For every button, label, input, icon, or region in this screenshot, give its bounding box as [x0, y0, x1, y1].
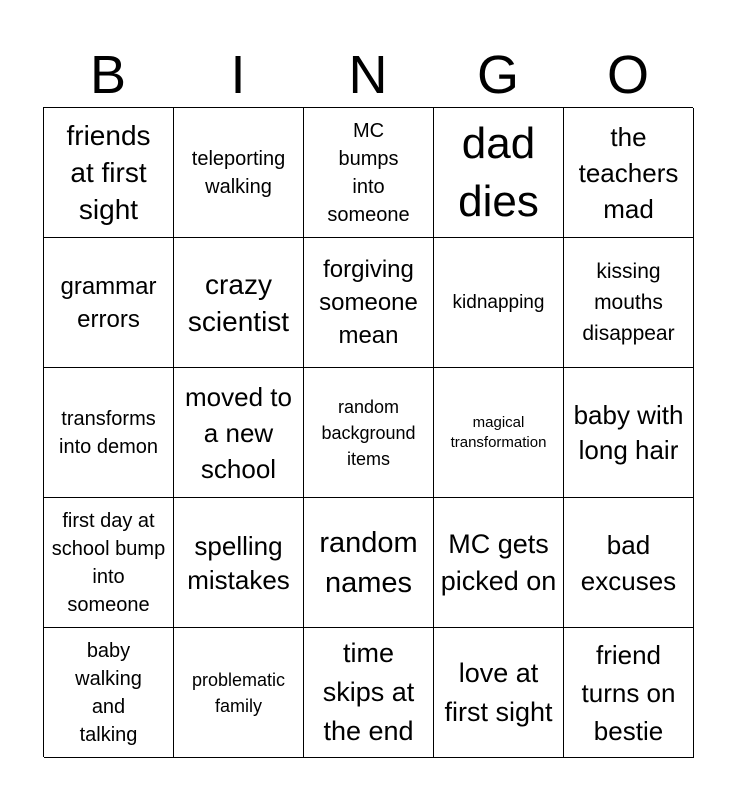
bingo-cell[interactable]: [564, 498, 694, 628]
header-letter-b: B: [89, 45, 127, 105]
cell-text: baby walking and talking: [75, 639, 142, 746]
cell-text: love at first sight: [444, 657, 553, 727]
cell-text: magical transformation: [450, 413, 547, 451]
bingo-cell[interactable]: [44, 498, 174, 628]
bingo-cell[interactable]: [174, 368, 304, 498]
cell-text: transforms into demon: [59, 407, 158, 458]
bingo-cell[interactable]: [174, 238, 304, 368]
bingo-cell[interactable]: [174, 628, 304, 758]
cell-text: kissing mouths disappear: [582, 260, 675, 345]
bingo-cell[interactable]: [434, 368, 564, 498]
bingo-cell[interactable]: [564, 368, 694, 498]
cell-text: dad dies: [458, 118, 539, 226]
bingo-cell[interactable]: [304, 108, 434, 238]
bingo-cell[interactable]: [434, 238, 564, 368]
cell-text: the teachers mad: [578, 121, 679, 224]
bingo-cell[interactable]: [564, 238, 694, 368]
bingo-cell[interactable]: [304, 238, 434, 368]
bingo-cell[interactable]: [564, 628, 694, 758]
cell-text: MC bumps into someone: [327, 119, 410, 226]
bingo-cell[interactable]: [434, 108, 564, 238]
cell-text: kidnapping: [452, 292, 545, 313]
bingo-cell[interactable]: [434, 498, 564, 628]
cell-text: baby with long hair: [573, 399, 684, 465]
cell-text: crazy scientist: [187, 268, 290, 337]
bingo-cell[interactable]: [174, 498, 304, 628]
bingo-cell[interactable]: [44, 108, 174, 238]
cell-text: teleporting walking: [191, 147, 286, 198]
cell-text: moved to a new school: [185, 381, 292, 484]
bingo-cell[interactable]: [434, 628, 564, 758]
bingo-cell[interactable]: [304, 628, 434, 758]
header-letter-g: G: [476, 45, 519, 105]
header-letter-n: N: [348, 45, 388, 105]
bingo-cell[interactable]: [174, 108, 304, 238]
header-letter-o: O: [606, 45, 649, 105]
cell-text: grammar errors: [60, 272, 157, 333]
bingo-cell[interactable]: [564, 108, 694, 238]
cell-text: random background items: [321, 396, 416, 469]
cell-text: spelling mistakes: [187, 530, 290, 595]
cell-text: friend turns on bestie: [581, 639, 676, 746]
cell-text: MC gets picked on: [440, 528, 557, 596]
cell-text: friends at first sight: [66, 120, 151, 225]
cell-text: random names: [319, 526, 418, 599]
bingo-cell[interactable]: [44, 368, 174, 498]
bingo-cell[interactable]: [304, 368, 434, 498]
cell-text: first day at school bump into someone: [51, 509, 166, 616]
bingo-header: [43, 42, 693, 108]
bingo-cell[interactable]: [44, 628, 174, 758]
bingo-cell[interactable]: [304, 498, 434, 628]
cell-text: problematic family: [191, 669, 286, 716]
cell-text: time skips at the end: [322, 638, 415, 746]
header-letter-i: I: [230, 45, 246, 105]
cell-text: forgiving someone mean: [319, 256, 418, 349]
bingo-cell[interactable]: [44, 238, 174, 368]
bingo-grid: [43, 107, 693, 757]
cell-text: bad excuses: [580, 529, 677, 596]
